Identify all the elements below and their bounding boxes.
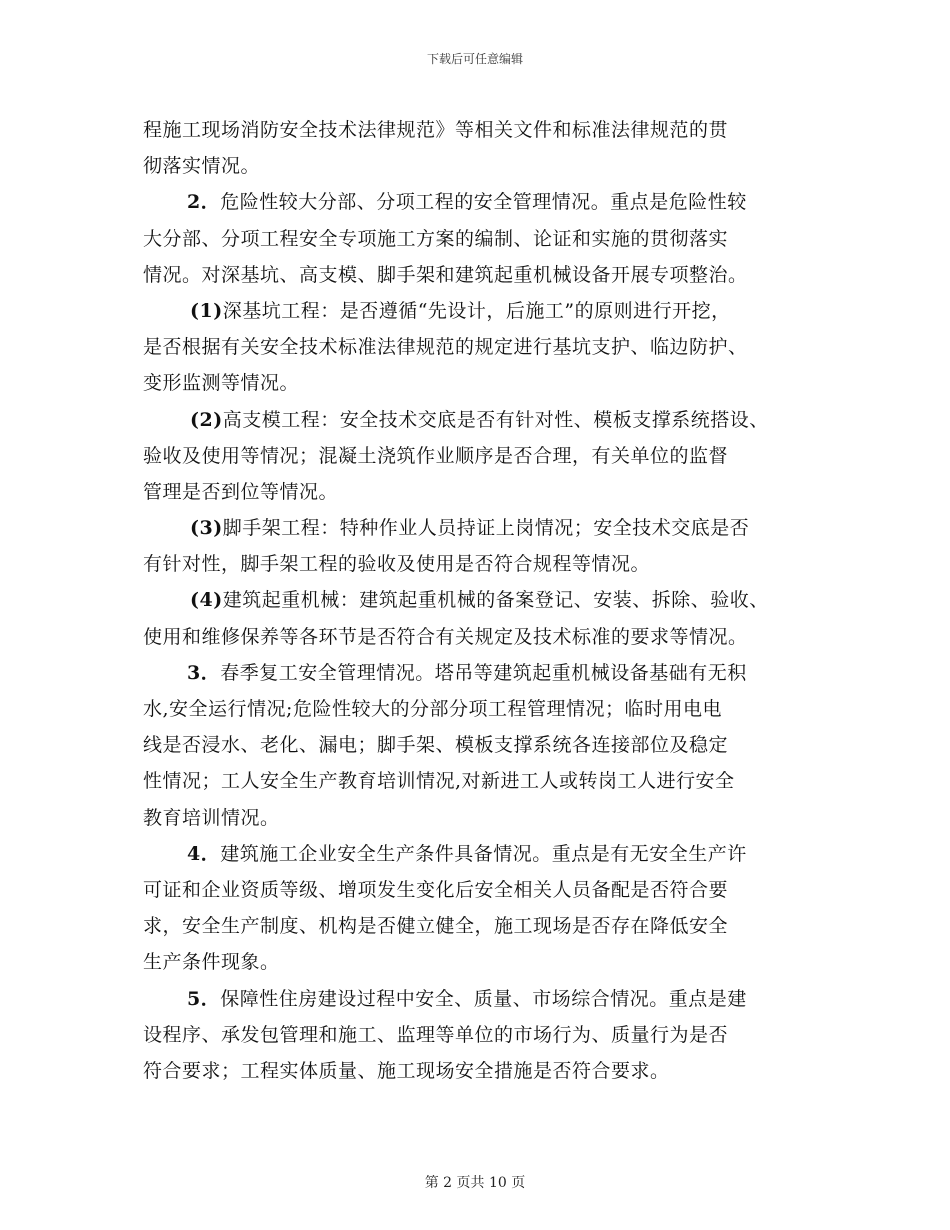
text-line: 设程序、承发包管理和施工、监理等单位的市场行为、质量行为是否 <box>143 1023 729 1046</box>
text-line: 彻落实情况。 <box>143 155 261 178</box>
text-span: 春季复工安全管理情况。塔吊等建筑起重机械设备基础有无积 <box>220 661 747 684</box>
text-line: 验收及使用等情况；混凝土浇筑作业顺序是否合理，有关单位的监督 <box>143 444 729 467</box>
text-line: 生产条件现象。 <box>143 951 280 974</box>
text-span: 危险性较大分部、分项工程的安全管理情况。重点是危险性较 <box>220 191 747 214</box>
text-span: 脚手架工程：特种作业人员持证上岗情况；安全技术交底是否 <box>222 517 750 540</box>
text-line: 使用和维修保养等各环节是否符合有关规定及技术标准的要求等情况。 <box>143 625 748 648</box>
paragraph-start <box>143 981 833 1017</box>
item-number: 2． <box>187 191 221 214</box>
text-line: 管理是否到位等情况。 <box>143 480 339 503</box>
text-line: 水,安全运行情况;危险性较大的分部分项工程管理情况；临时用电电 <box>143 698 722 720</box>
text-span: 高支模工程：安全技术交底是否有针对性、模板支撑系统搭设、 <box>222 408 769 431</box>
page-footer: 第 2 页共 10 页 <box>424 1175 526 1191</box>
item-number: (2) <box>190 408 223 431</box>
paragraph-start <box>143 655 833 691</box>
paragraph-start <box>143 402 833 438</box>
text-span: 建筑起重机械：建筑起重机械的备案登记、安装、拆除、验收、 <box>222 589 769 612</box>
text-span: 深基坑工程：是否遵循“先设计，后施工”的原则进行开挖， <box>222 299 731 322</box>
text-line: 变形监测等情况。 <box>143 372 300 395</box>
item-number: 3． <box>187 661 221 684</box>
item-number: (1) <box>190 299 223 322</box>
text-line: 符合要求；工程实体质量、施工现场安全措施是否符合要求。 <box>143 1059 670 1082</box>
paragraph-start <box>143 836 833 872</box>
item-number: 5． <box>187 987 221 1010</box>
text-line: 程施工现场消防安全技术法律规范》等相关文件和标准法律规范的贯 <box>143 119 729 141</box>
text-line: 求，安全生产制度、机构是否健立健全，施工现场是否存在降低安全 <box>143 915 729 938</box>
text-line: 情况。对深基坑、高支模、脚手架和建筑起重机械设备开展专项整治。 <box>143 263 748 286</box>
item-number: 4． <box>187 842 221 865</box>
paragraph-start <box>143 184 833 220</box>
paragraph-start <box>143 582 833 618</box>
paragraph-start <box>143 293 833 329</box>
item-number: (4) <box>190 589 223 612</box>
text-span: 建筑施工企业安全生产条件具备情况。重点是有无安全生产许 <box>220 842 747 865</box>
text-line: 线是否浸水、老化、漏电；脚手架、模板支撑系统各连接部位及稳定 <box>143 734 729 757</box>
text-line: 是否根据有关安全技术标准法律规范的规定进行基坑支护、临边防护、 <box>143 336 748 359</box>
document-body <box>143 112 833 1089</box>
text-line: 可证和企业资质等级、增项发生变化后安全相关人员备配是否符合要 <box>143 878 729 901</box>
paragraph-start <box>143 510 833 546</box>
page-header: 下载后可任意编辑 <box>426 52 523 66</box>
text-line: 教育培训情况。 <box>143 806 280 829</box>
text-line: 有针对性，脚手架工程的验收及使用是否符合规程等情况。 <box>143 553 651 576</box>
item-number: (3) <box>190 517 223 540</box>
text-line: 性情况；工人安全生产教育培训情况,对新进工人或转岗工人进行安全 <box>143 770 735 793</box>
text-line: 大分部、分项工程安全专项施工方案的编制、论证和实施的贯彻落实 <box>143 227 729 250</box>
text-span: 保障性住房建设过程中安全、质量、市场综合情况。重点是建 <box>220 987 747 1010</box>
